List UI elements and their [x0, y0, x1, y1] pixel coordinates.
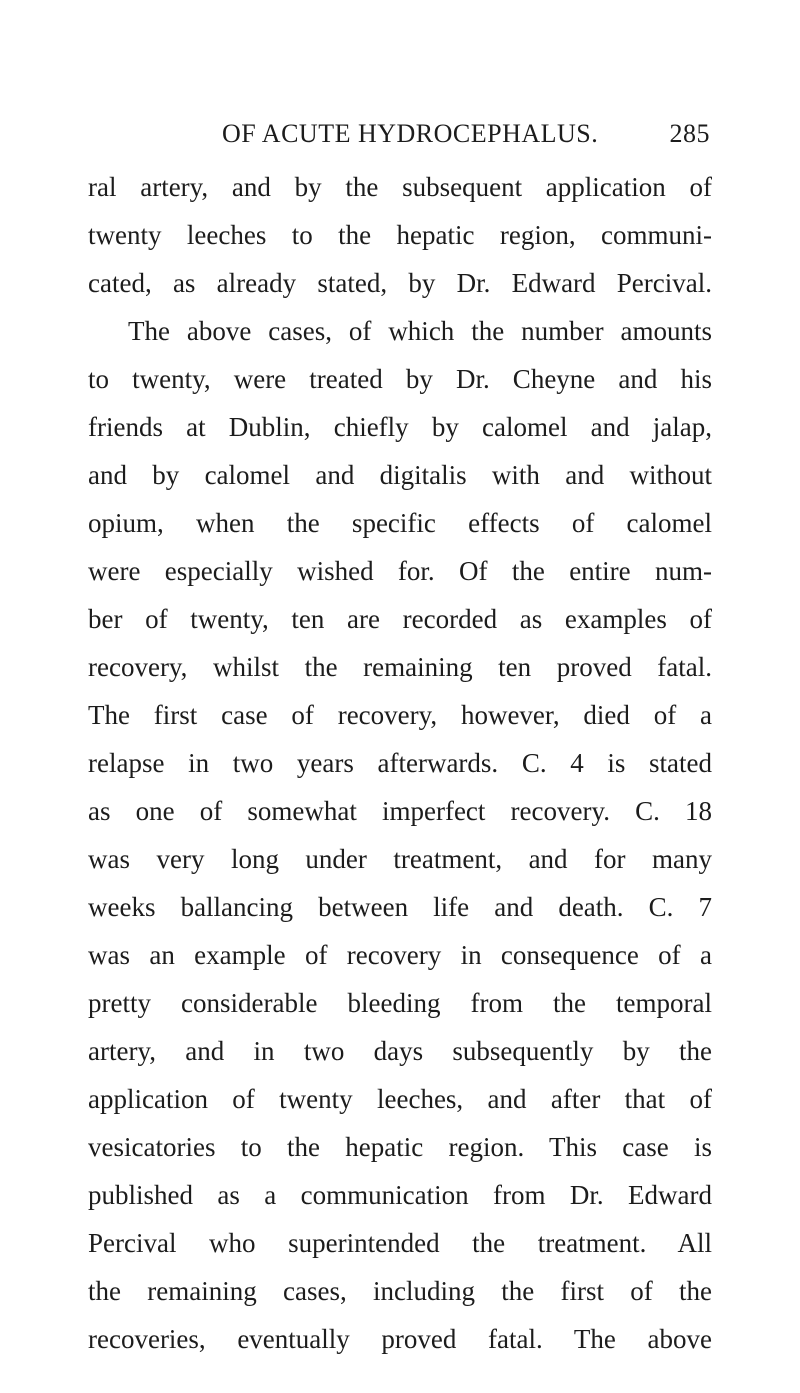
text-line: were especially wished for. Of the entire num- [88, 556, 712, 586]
text-line: was very long under treatment, and for many [88, 844, 712, 874]
text-line: weeks ballancing between life and death. C. 7 [88, 892, 712, 922]
text-line: vesicatories to the hepatic region. This case is [88, 1132, 712, 1162]
text-line: relapse in two years afterwards. C. 4 is stated [88, 748, 712, 778]
text-line: to twenty, were treated by Dr. Cheyne and his [88, 364, 712, 394]
text-line: artery, and in two days subsequently by the [88, 1036, 712, 1066]
body-text [88, 163, 712, 1363]
text-line: recovery, whilst the remaining ten proved fatal. [88, 652, 712, 682]
text-line: application of twenty leeches, and after that of [88, 1084, 712, 1114]
text-line: the remaining cases, including the first of the [88, 1276, 712, 1306]
text-line: as one of somewhat imperfect recovery. C. 18 [88, 796, 712, 826]
text-line: twenty leeches to the hepatic region, communi- [88, 220, 712, 250]
text-line: cated, as already stated, by Dr. Edward Percival. [88, 268, 712, 298]
text-line: opium, when the specific effects of calomel [88, 508, 712, 538]
text-line: The first case of recovery, however, died of a [88, 700, 712, 730]
text-line: ral artery, and by the subsequent application of [88, 172, 712, 202]
page-number: 285 [669, 119, 710, 148]
text-line: ber of twenty, ten are recorded as examples of [88, 604, 712, 634]
text-line: friends at Dublin, chiefly by calomel and jalap, [88, 412, 712, 442]
text-line: published as a communication from Dr. Edward [88, 1180, 712, 1210]
running-title: OF ACUTE HYDROCEPHALUS. [222, 119, 599, 148]
text-line: Percival who superintended the treatment. All [88, 1228, 712, 1258]
page-header [222, 119, 710, 159]
text-line: was an example of recovery in consequence of a [88, 940, 712, 970]
text-line: pretty considerable bleeding from the temporal [88, 988, 712, 1018]
text-line: recoveries, eventually proved fatal. The above [88, 1324, 712, 1354]
text-line: and by calomel and digitalis with and without [88, 460, 712, 490]
text-line: The above cases, of which the number amounts [128, 316, 712, 346]
